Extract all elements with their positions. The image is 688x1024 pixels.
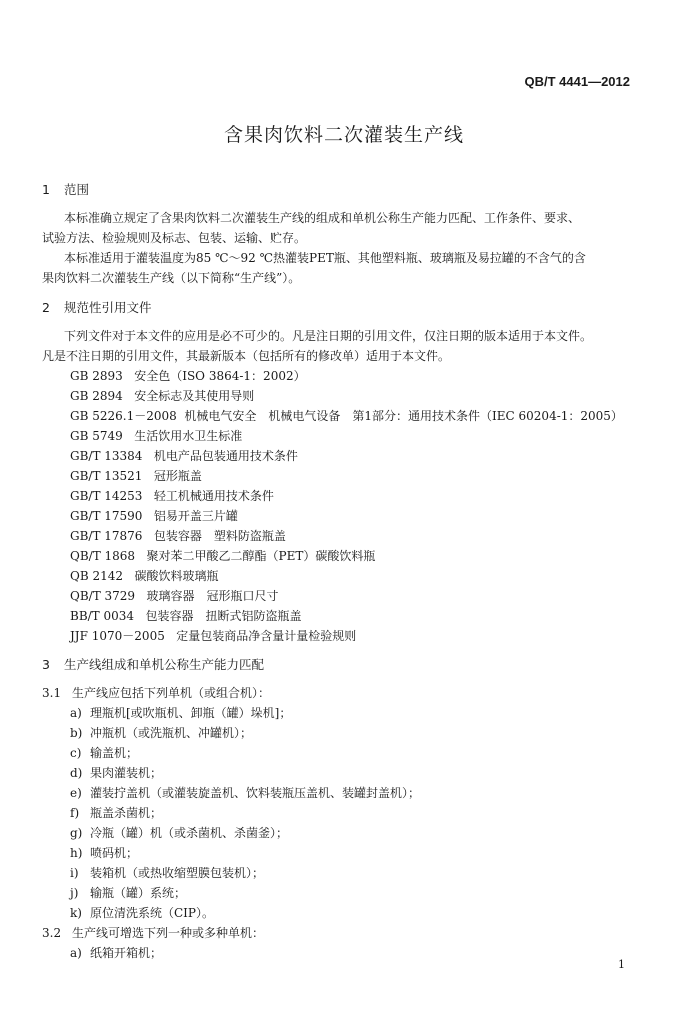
section-number: 1 [42, 182, 50, 197]
reference-code: QB 2142 [70, 569, 124, 583]
reference-item [70, 387, 254, 404]
subsection-text: 生产线应包括下列单机（或组合机）： [72, 686, 271, 700]
list-marker: b) [70, 726, 83, 740]
reference-item [70, 627, 356, 644]
reference-item [70, 427, 242, 444]
subsection-number: 3.1 [42, 686, 62, 700]
reference-item [70, 607, 302, 624]
section-3-heading [42, 655, 264, 673]
section-2-intro-line-2: 凡是不注日期的引用文件，其最新版本（包括所有的修改单）适用于本文件。 [42, 349, 451, 363]
list-item [70, 824, 288, 841]
reference-title: 包装容器 扭断式铝防盗瓶盖 [145, 609, 302, 623]
reference-code: GB 2894 [70, 389, 123, 403]
reference-code: GB/T 17876 [70, 529, 143, 543]
reference-code: GB/T 14253 [70, 489, 143, 503]
reference-item [70, 467, 202, 484]
list-item [70, 704, 291, 721]
reference-title: 冠形瓶盖 [153, 469, 202, 483]
section-2-heading [42, 298, 152, 316]
list-item [70, 804, 162, 821]
section-title: 生产线组成和单机公称生产能力匹配 [64, 657, 265, 672]
reference-title: 轻工机械通用技术条件 [153, 489, 274, 503]
list-marker: g) [70, 826, 83, 840]
list-item [70, 884, 186, 901]
section-1-para-1-line-1: 本标准确立规定了含果肉饮料二次灌装生产线的组成和单机公称生产能力匹配、工作条件、要求、 [64, 211, 581, 225]
reference-item [70, 487, 274, 504]
list-marker: f) [70, 806, 80, 820]
list-text: 输盖机； [90, 746, 139, 760]
reference-item [70, 527, 286, 544]
list-item [70, 944, 162, 961]
reference-title: 玻璃容器 冠形瓶口尺寸 [146, 589, 279, 603]
list-item [70, 864, 264, 881]
list-text: 喷码机； [90, 846, 139, 860]
reference-title: 碳酸饮料玻璃瓶 [134, 569, 219, 583]
list-item [70, 844, 138, 861]
section-number: 2 [42, 300, 50, 315]
section-title: 规范性引用文件 [64, 300, 152, 315]
document-title: 含果肉饮料二次灌装生产线 [223, 124, 464, 146]
reference-item [70, 547, 375, 564]
reference-title: 机电产品包装通用技术条件 [153, 449, 298, 463]
reference-code: GB 2893 [70, 369, 123, 383]
list-marker: j) [70, 886, 79, 900]
list-marker: a) [70, 946, 82, 960]
standard-number: QB/T 4441—2012 [524, 74, 630, 89]
reference-code: GB/T 13384 [70, 449, 143, 463]
reference-code: BB/T 0034 [70, 609, 135, 623]
list-text: 灌装拧盖机（或灌装旋盖机、饮料装瓶压盖机、装罐封盖机）； [90, 786, 421, 800]
reference-item [70, 447, 298, 464]
list-marker: d) [70, 766, 83, 780]
section-number: 3 [42, 657, 50, 672]
list-text: 瓶盖杀菌机； [90, 806, 163, 820]
reference-title: 生活饮用水卫生标准 [134, 429, 243, 443]
list-text: 输瓶（罐）系统； [90, 886, 187, 900]
section-2-intro-line-1: 下列文件对于本文件的应用是必不可少的。凡是注日期的引用文件，仅注日期的版本适用于本文件。 [64, 329, 593, 343]
subsection-3-2 [42, 924, 264, 941]
reference-item [70, 587, 279, 604]
reference-code: GB/T 13521 [70, 469, 143, 483]
section-1-para-1-line-2: 试验方法、检验规则及标志、包装、运输、贮存。 [42, 231, 307, 245]
list-text: 果肉灌装机； [90, 766, 163, 780]
list-text: 原位清洗系统（CIP）。 [90, 906, 214, 920]
list-item [70, 764, 162, 781]
list-marker: a) [70, 706, 82, 720]
reference-item [70, 507, 238, 524]
subsection-number: 3.2 [42, 926, 62, 940]
list-item [70, 784, 420, 801]
reference-code: GB 5226.1－2008 [70, 409, 177, 423]
reference-title: 包装容器 塑料防盗瓶盖 [153, 529, 286, 543]
reference-item [70, 407, 623, 424]
list-text: 装箱机（或热收缩塑膜包装机）； [90, 866, 265, 880]
reference-title: 聚对苯二甲酸乙二醇酯（PET）碳酸饮料瓶 [146, 549, 376, 563]
section-1-para-2-line-2: 果肉饮料二次灌装生产线（以下简称“生产线”）。 [42, 271, 301, 285]
section-1-para-2-line-1: 本标准适用于灌装温度为85 ℃～92 ℃热灌装PET瓶、其他塑料瓶、玻璃瓶及易拉罐的不含气的含 [64, 251, 586, 265]
list-marker: i) [70, 866, 79, 880]
list-item [70, 724, 252, 741]
section-1-heading [42, 180, 89, 198]
reference-title: 定量包装商品净含量计量检验规则 [176, 629, 357, 643]
list-marker: h) [70, 846, 83, 860]
reference-code: QB/T 3729 [70, 589, 136, 603]
subsection-3-1 [42, 684, 270, 701]
reference-title: 安全标志及其使用导则 [134, 389, 255, 403]
reference-item [70, 567, 218, 584]
page-number: 1 [618, 958, 625, 971]
subsection-text: 生产线可增选下列一种或多种单机： [72, 926, 265, 940]
list-text: 冷瓶（罐）机（或杀菌机、杀菌釜）； [90, 826, 289, 840]
list-item [70, 744, 138, 761]
list-text: 理瓶机[或吹瓶机、卸瓶（罐）垛机]； [90, 706, 292, 720]
list-item [70, 904, 214, 921]
reference-code: GB/T 17590 [70, 509, 143, 523]
list-text: 冲瓶机（或洗瓶机、冲罐机）； [90, 726, 253, 740]
reference-title: 安全色（ISO 3864-1：2002） [134, 369, 306, 383]
list-marker: k) [70, 906, 82, 920]
reference-code: JJF 1070－2005 [70, 629, 165, 643]
reference-title: 机械电气安全 机械电气设备 第1部分：通用技术条件（IEC 60204-1：2005） [184, 409, 623, 423]
section-title: 范围 [64, 182, 90, 197]
reference-item [70, 367, 306, 384]
reference-code: QB/T 1868 [70, 549, 136, 563]
reference-code: GB 5749 [70, 429, 123, 443]
reference-title: 铝易开盖三片罐 [153, 509, 238, 523]
list-marker: e) [70, 786, 82, 800]
list-marker: c) [70, 746, 82, 760]
list-text: 纸箱开箱机； [90, 946, 163, 960]
